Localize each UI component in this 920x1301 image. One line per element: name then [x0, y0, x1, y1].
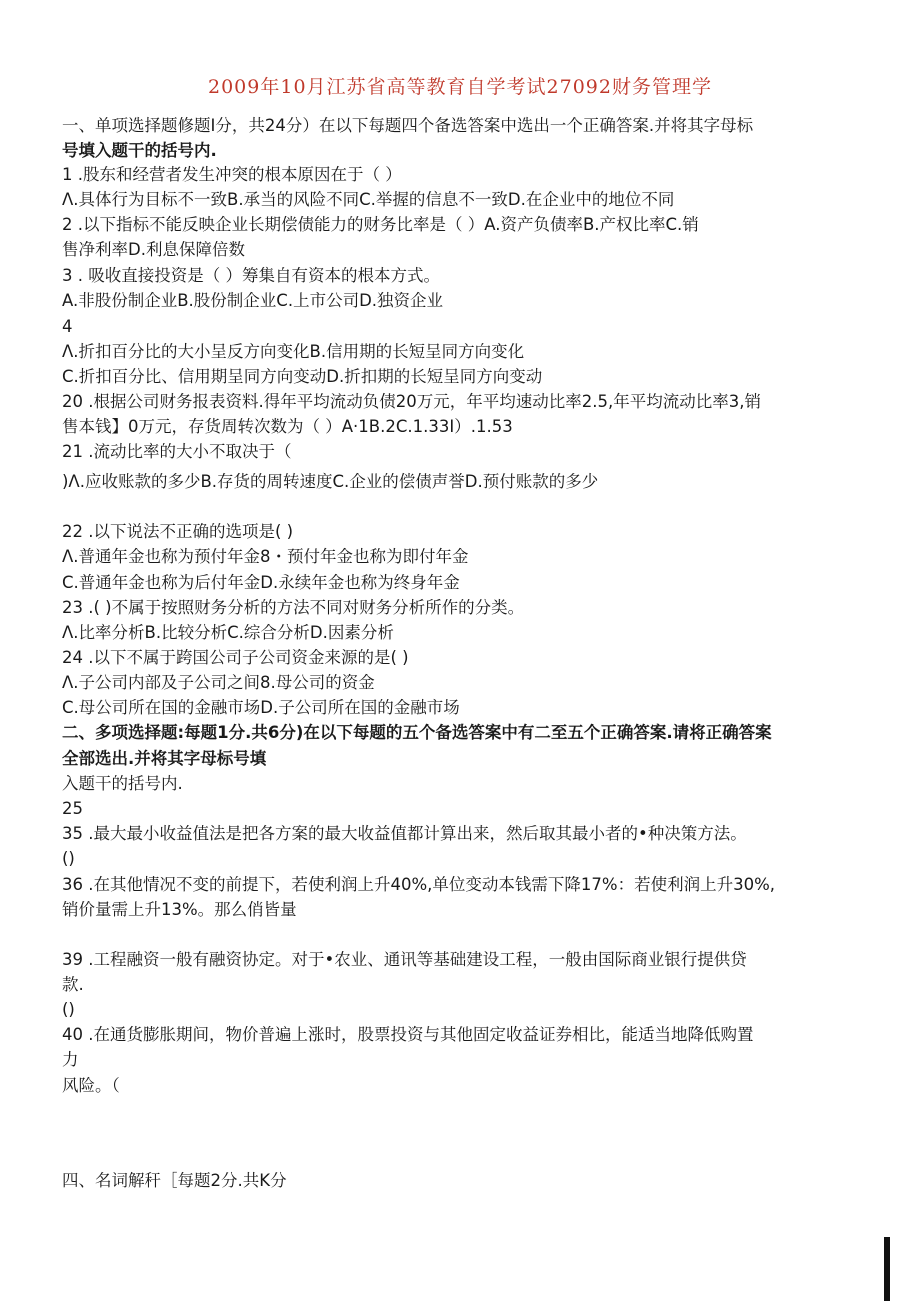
question-25: 25 — [62, 799, 83, 818]
section-2-heading: 二、多项选择题:每题1分.共6分)在以下每题的五个备选答案中有二至五个正确答案.请将正确答案 — [62, 723, 772, 742]
question-39: 39 .工程融资一般有融资协定。对于•农业、通讯等基础建设工程，一般由国际商业银行提供贷 — [62, 950, 747, 969]
question-1-options: Λ.具体行为目标不一致B.承当的风险不同C.举握的信息不一致D.在企业中的地位不同 — [62, 190, 675, 209]
question-39-cont: 款. — [62, 975, 84, 994]
question-24: 24 .以下不属于跨国公司子公司资金来源的是( ) — [62, 648, 409, 667]
question-24-options-c: C.母公司所在国的金融市场D.子公司所在国的金融市场 — [62, 698, 460, 717]
question-4-options-a: Λ.折扣百分比的大小呈反方向变化B.信用期的长短呈同方向变化 — [62, 342, 525, 361]
question-1: 1 .股东和经营者发生冲突的根本原因在于（ ） — [62, 165, 402, 184]
section-1-heading: 一、单项选择题修题Ⅰ分，共24分）在以下每题四个备选答案中选出一个正确答案.并将其字母标 — [62, 116, 754, 135]
question-40-end: 风险。（ — [62, 1076, 120, 1095]
question-40-cont: 力 — [62, 1050, 79, 1069]
question-2-cont: 售净利率D.利息保障倍数 — [62, 240, 245, 259]
question-22-options-a: Λ.普通年金也称为预付年金8・预付年金也称为即付年金 — [62, 547, 469, 566]
question-23-options: Λ.比率分析B.比较分析C.综合分析D.因素分析 — [62, 623, 394, 642]
question-35: 35 .最大最小收益值法是把各方案的最大收益值都计算出来，然后取其最小者的•种决策方法。 — [62, 824, 747, 843]
question-3-options: A.非股份制企业B.股份制企业C.上市公司D.独资企业 — [62, 291, 444, 310]
question-21: 21 .流动比率的大小不取决于（ — [62, 442, 292, 461]
question-4: 4 — [62, 317, 73, 336]
section-2-heading-end: 入题干的括号内. — [62, 774, 183, 793]
question-4-options-c: C.折扣百分比、信用期呈同方向变动D.折扣期的长短呈同方向变动 — [62, 367, 543, 386]
question-21-options: )Λ.应收账款的多少B.存货的周转速度C.企业的偿债声誉D.预付账款的多少 — [62, 472, 599, 491]
question-22: 22 .以下说法不正确的选项是( ) — [62, 522, 294, 541]
question-20-cont: 售本钱】0万元，存货周转次数为（ ）A·1B.2C.1.33I）.1.53 — [62, 417, 513, 436]
section-4-heading: 四、名词解秆［每题2分.共K分 — [62, 1171, 287, 1190]
question-2: 2 .以下指标不能反映企业长期偿债能力的财务比率是（ ）A.资产负债率B.产权比率C.销 — [62, 215, 699, 234]
section-2-heading-cont: 全部选出.并将其字母标号填 — [62, 749, 267, 768]
question-24-options-a: Λ.子公司内部及子公司之间8.母公司的资金 — [62, 673, 375, 692]
question-36: 36 .在其他情况不变的前提下，若使利润上升40%,单位变动本钱需下降17%：若使利润上升30%, — [62, 875, 775, 894]
question-22-options-c: C.普通年金也称为后付年金D.永续年金也称为终身年金 — [62, 573, 460, 592]
question-39-answer: () — [62, 1000, 75, 1019]
question-35-answer: () — [62, 849, 75, 868]
question-20: 20 .根据公司财务报表资料.得年平均流动负债20万元，年平均速动比率2.5,年平均流动比率3,销 — [62, 392, 761, 411]
document-title: 2009年10月江苏省高等教育自学考试27092财务管理学 — [208, 76, 712, 98]
page-edge-mark — [880, 1237, 894, 1301]
question-40: 40 .在通货膨胀期间，物价普遍上涨时，股票投资与其他固定收益证券相比，能适当地降低购置 — [62, 1025, 754, 1044]
question-3: 3 . 吸收直接投资是（ ）筹集自有资本的根本方式。 — [62, 266, 440, 285]
question-36-cont: 销价量需上升13%。那么俏皆量 — [62, 900, 297, 919]
section-1-heading-cont: 号填入题干的括号内. — [62, 141, 217, 160]
question-23: 23 .( )不属于按照财务分析的方法不同对财务分析所作的分类。 — [62, 598, 525, 617]
